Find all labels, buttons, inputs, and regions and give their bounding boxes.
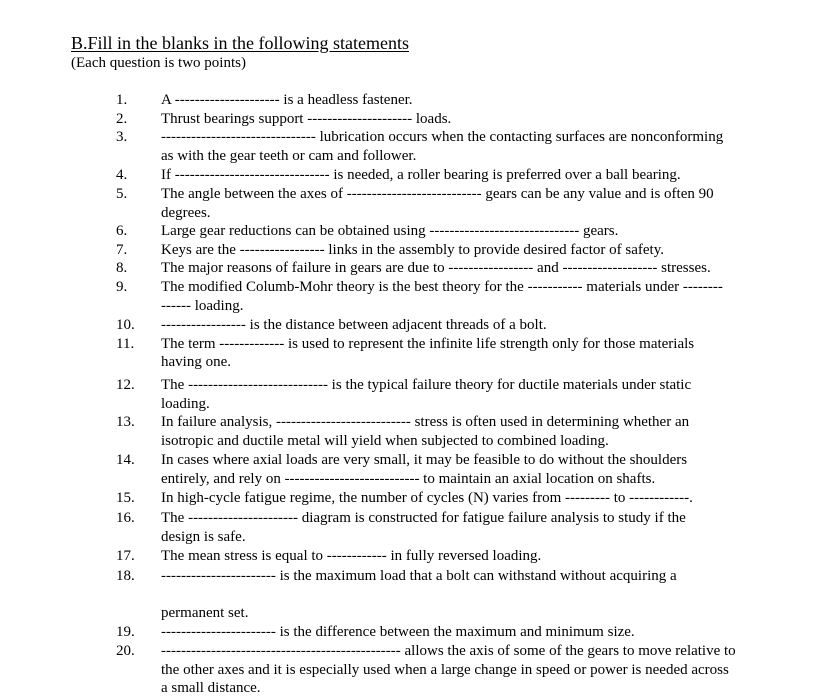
question-text-line [161,585,781,604]
question-text-line: The ---------------------- diagram is constructed for fatigue failure analysis to study if the [161,510,686,527]
question-number: 7. [116,241,128,258]
question-item [0,222,822,241]
question-text-line: ------ loading. [161,297,244,314]
section-title: B.Fill in the blanks in the following statements [71,33,409,53]
question-item [0,278,822,315]
question-text-line: the other axes and it is especially used when a large change in speed or power is needed across [161,661,729,678]
question-item [0,316,822,335]
question-item [0,489,822,508]
question-number: 8. [116,260,128,277]
question-item [0,623,822,642]
question-text-line: The term ------------- is used to represent the infinite life strength only for those materials [161,335,695,352]
question-text-line: The modified Columb-Mohr theory is the best theory for the ----------- materials under -------- [161,278,723,295]
question-number: 11. [116,335,135,352]
question-number: 5. [116,185,128,202]
question-number: 15. [116,490,135,507]
question-text-line: Keys are the ----------------- links in the assembly to provide desired factor of safety. [161,241,664,258]
question-number: 10. [116,317,135,334]
question-number: 12. [116,376,135,393]
question-text-line: ----------------- is the distance between adjacent threads of a bolt. [161,317,547,334]
question-text-line: Thrust bearings support --------------------- loads. [161,110,452,127]
question-number: 1. [116,92,128,108]
question-text-line: degrees. [161,204,211,221]
question-text-line: The major reasons of failure in gears are due to ----------------- and ------------------- stresses. [161,260,711,277]
question-text-line: The ---------------------------- is the typical failure theory for ductile materials under static [161,376,692,393]
question-text-line: permanent set. [161,605,249,622]
question-text-line: ----------------------- is the maximum load that a bolt can withstand without acquiring a [161,567,677,584]
question-item [0,110,822,129]
question-text-line: In high-cycle fatigue regime, the number of cycles (N) varies from --------- to ------------. [161,490,693,507]
question-text-line: ------------------------------------------------ allows the axis of some of the gears to move relative to [161,643,736,660]
question-text-line: ----------------------- is the difference between the maximum and minimum size. [161,623,635,640]
section-subtitle: (Each question is two points) [71,55,246,71]
question-item [0,185,822,222]
question-item [0,128,822,165]
question-item [0,259,822,278]
question-item [0,335,822,372]
question-text-line: The mean stress is equal to ------------ in fully reversed loading. [161,548,542,565]
question-item [0,567,822,623]
question-text-line: loading. [161,395,210,412]
question-text-line: In cases where axial loads are very small, it may be feasible to do without the shoulders [161,452,688,469]
question-text-line: The angle between the axes of --------------------------- gears can be any value and is often 90 [161,185,714,202]
question-item [0,642,822,698]
question-text-line: A --------------------- is a headless fastener. [161,92,413,108]
question-number: 16. [116,510,135,527]
question-number: 17. [116,548,135,565]
question-text-line: ------------------------------- lubrication occurs when the contacting surfaces are nonconforming [161,129,724,146]
question-text-line: In failure analysis, --------------------------- stress is often used in determining whether an [161,414,690,431]
question-text-line: design is safe. [161,528,246,545]
question-text-line: entirely, and rely on --------------------------- to maintain an axial location on shafts. [161,470,656,487]
question-text-line: having one. [161,354,231,371]
question-text-line: as with the gear teeth or cam and follower. [161,147,417,164]
question-item [0,547,822,566]
question-text-line: isotropic and ductile metal will yield when subjected to combined loading. [161,432,609,449]
question-item [0,376,822,413]
question-text-line: a small distance. [161,680,261,697]
question-number: 6. [116,223,128,240]
question-number: 19. [116,623,135,640]
question-number: 18. [116,567,135,584]
question-number: 4. [116,167,128,184]
question-number: 9. [116,278,128,295]
question-list [0,91,822,698]
question-item [0,451,822,488]
question-number: 3. [116,129,128,146]
question-number: 14. [116,452,135,469]
question-item [0,241,822,260]
question-item [0,509,822,546]
question-number: 13. [116,414,135,431]
question-text-line: If ------------------------------- is needed, a roller bearing is preferred over a ball bearing. [161,167,681,184]
question-number: 2. [116,110,128,127]
question-item [0,166,822,185]
question-item [0,91,822,110]
question-item [0,413,822,450]
question-number: 20. [116,643,135,660]
question-text-line: Large gear reductions can be obtained using ------------------------------ gears. [161,223,619,240]
